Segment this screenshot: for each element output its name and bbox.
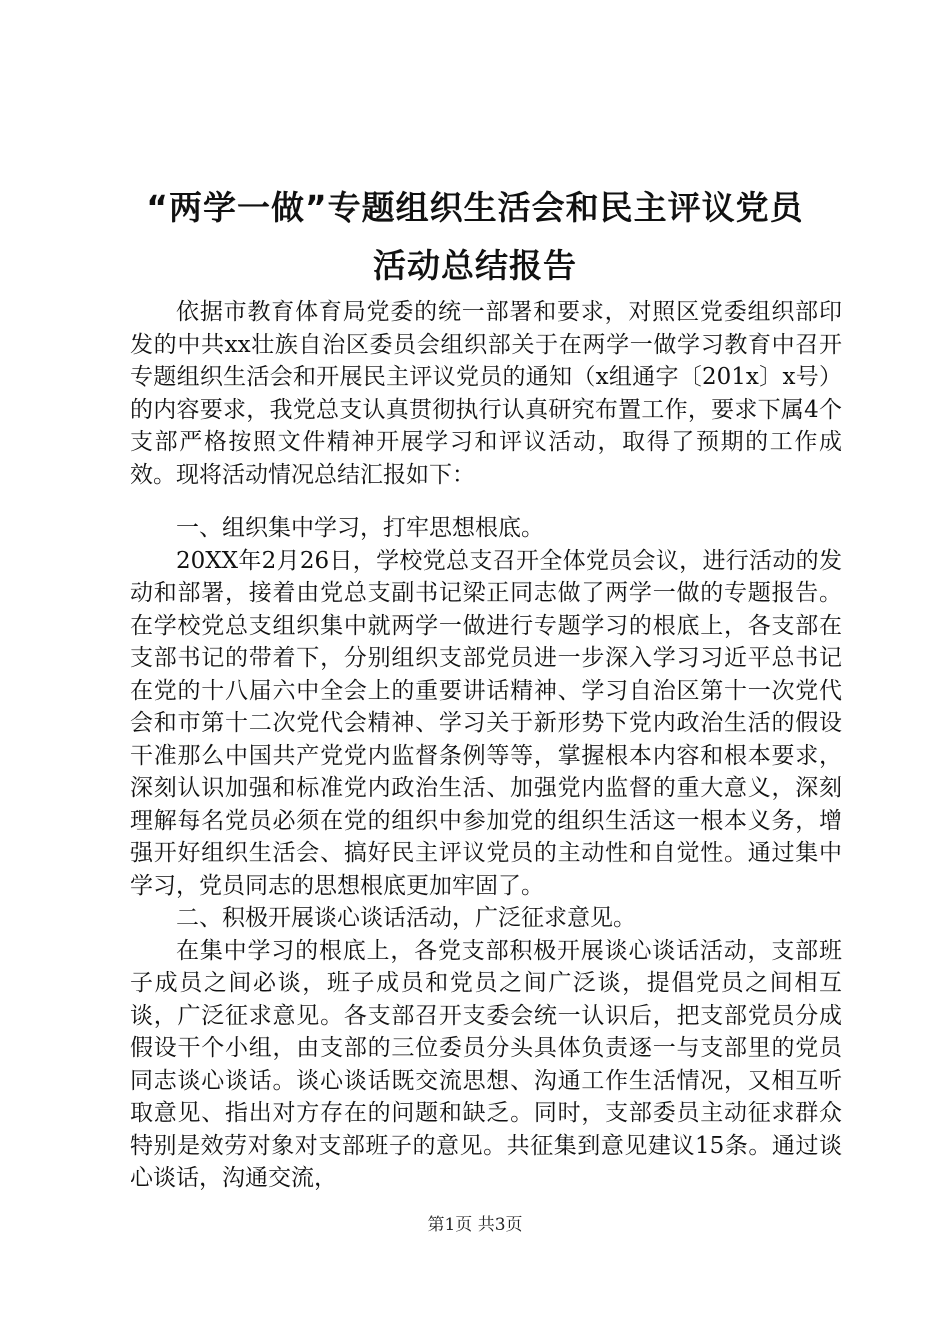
document-body — [130, 296, 842, 1195]
section-heading-1: 一、组织集中学习，打牢思想根底。 — [176, 515, 544, 541]
section-heading-2: 二、积极开展谈心谈话活动，广泛征求意见。 — [176, 905, 636, 931]
paragraph-section-2: 在集中学习的根底上，各党支部积极开展谈心谈话活动，支部班子成员之间必谈，班子成员和党员之间广泛谈，提倡党员之间相互谈，广泛征求意见。各支部召开支委会统一认识后，把支部党员分成假设干个小组，由支部的三位委员分头具体负责逐一与支部里的党员同志谈心谈话。谈心谈话既交流思想、沟通工作生活情况，又相互听取意见、指出对方存在的问题和缺乏。同时，支部委员主动征求群众特别是效劳对象对支部班子的意见。共征集到意见建议15条。通过谈心谈话，沟通交流， — [130, 937, 842, 1191]
document-title-line-2: 活动总结报告 — [373, 246, 577, 285]
page-number-footer: 第1页 共3页 — [427, 1215, 523, 1235]
document-title-line-1: “两学一做”专题组织生活会和民主评议党员 — [146, 188, 804, 227]
paragraph-section-1: 20XX年2月26日，学校党总支召开全体党员会议，进行活动的发动和部署，接着由党总支副书记梁正同志做了两学一做的专题报告。在学校党总支组织集中就两学一做进行专题学习的根底上，各支部在支部书记的带着下，分别组织支部党员进一步深入学习习近平总书记在党的十八届六中全会上的重要讲话精神、学习自治区第十一次党代会和市第十二次党代会精神、学习关于新形势下党内政治生活的假设干准那么中国共产党党内监督条例等等，掌握根本内容和根本要求，深刻认识加强和标准党内政治生活、加强党内监督的重大意义，深刻理解每名党员必须在党的组织中参加党的组织生活这一根本义务，增强开好组织生活会、搞好民主评议党员的主动性和自觉性。通过集中学习，党员同志的思想根底更加牢固了。 — [130, 547, 842, 899]
paragraph-intro: 依据市教育体育局党委的统一部署和要求，对照区党委组织部印发的中共xx壮族自治区委员会组织部关于在两学一做学习教育中召开专题组织生活会和开展民主评议党员的通知（x组通字〔201x〕x号）的内容要求，我党总支认真贯彻执行认真研究布置工作，要求下属4个支部严格按照文件精神开展学习和评议活动，取得了预期的工作成效。现将活动情况总结汇报如下： — [130, 299, 842, 488]
